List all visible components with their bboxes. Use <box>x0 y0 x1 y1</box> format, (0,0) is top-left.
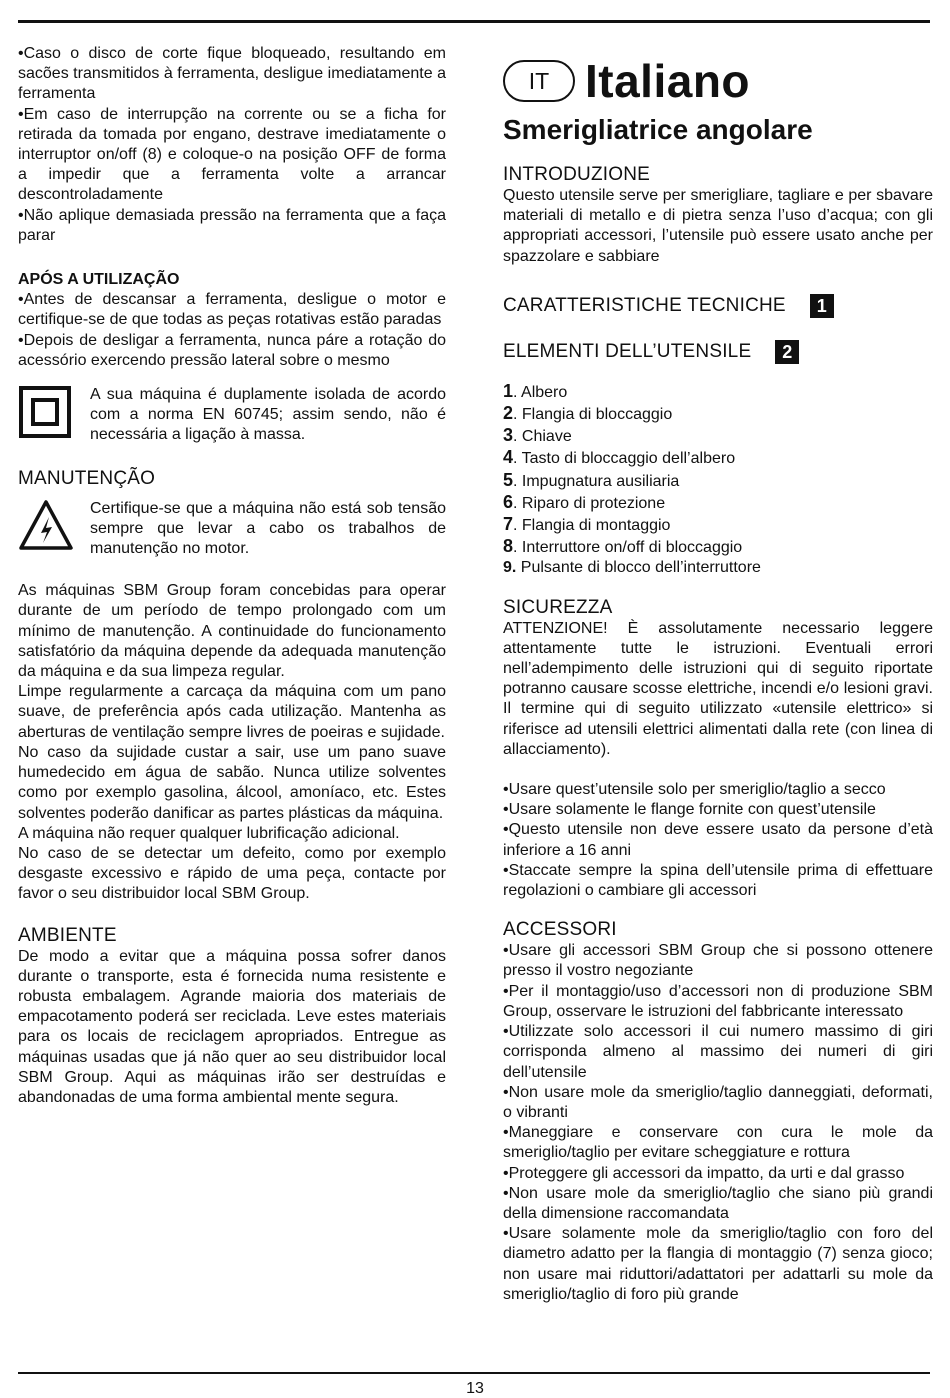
list-item: 7. Flangia di montaggio <box>503 514 671 535</box>
paragraph: Questo utensile serve per smerigliare, tagliare e per sbavare materiali di metallo e di pietra senza l’uso d’acqua; con gli appropriati accessori, l’utensile può essere usato anche per spazzolare e sabbiare <box>503 187 933 265</box>
paragraph: •Non usare mole da smeriglio/taglio che siano più grandi della dimensione raccomandata <box>503 1184 933 1222</box>
paragraph: •Utilizzate solo accessori il cui numero massimo di giri corrisponda almeno al massimo dei numeri di giri dell’utensile <box>503 1023 933 1081</box>
paragraph: •Maneggiare e conservare con cura le mole da smeriglio/taglio per evitare scheggiature e rottura <box>503 1124 933 1162</box>
language-header <box>503 50 933 112</box>
elements-row <box>503 339 933 365</box>
list-item: 2. Flangia di bloccaggio <box>503 403 673 424</box>
section-heading-tech-specs: CARATTERISTICHE TECNICHE <box>503 294 786 316</box>
section-heading-elements: ELEMENTI DELL’UTENSILE <box>503 340 752 362</box>
maintenance-warning-text: Certifique-se que a máquina não está sob tensão sempre que levar a cabo os trabalhos de manutenção no motor. <box>90 499 446 558</box>
paragraph: Limpe regularmente a carcaça da máquina com um pano suave, de preferência após cada utilização. Mantenha as aberturas de ventilação sempre livres de poeiras e sujidade. <box>18 683 446 741</box>
document-subtitle: Smerigliatrice angolare <box>503 114 813 145</box>
paragraph: •Usare gli accessori SBM Group che si possono ottenere presso il vostro negoziante <box>503 942 933 980</box>
paragraph: •Caso o disco de corte fique bloqueado, resultando em sacões transmitidos à ferramenta, desligue imediatamente a ferramenta <box>18 45 446 103</box>
top-rule <box>18 20 930 23</box>
figure-number-badge: 1 <box>810 294 834 318</box>
list-item: 8. Interruttore on/off di bloccaggio <box>503 536 743 557</box>
list-item: 6. Riparo di protezione <box>503 491 666 512</box>
section-heading-environment: AMBIENTE <box>18 924 117 946</box>
paragraph: •Usare solamente le flange fornite con quest’utensile <box>503 801 876 819</box>
section-heading-maintenance: MANUTENÇÃO <box>18 467 156 489</box>
section-heading-introduction: INTRODUZIONE <box>503 164 651 185</box>
elements-list <box>503 381 933 579</box>
paragraph: De modo a evitar que a máquina possa sofrer danos durante o transporte, esta é fornecida numa resistente e robusta embalagem. Agrande maioria dos materiais de empacotamento poderá ser reciclada. Leve estes materiais para os locais de reciclagem apropriados. Entregue as máquinas usadas que já não quer ao seu distribuidor local SBM Group. Aqui as máquinas irão ser destruídas e abandonadas de uma forma ambiental mente segura. <box>18 947 446 1106</box>
list-item: 9. Pulsante di blocco dell’interruttore <box>503 559 761 577</box>
section-heading-safety: SICUREZZA <box>503 596 613 618</box>
bottom-rule <box>18 1372 930 1374</box>
paragraph: •Non usare mole da smeriglio/taglio danneggiati, deformati, o vibranti <box>503 1083 933 1121</box>
paragraph: •Em caso de interrupção na corrente ou se a ficha for retirada da tomada por engano, destrave imediatamente o interruptor on/off (8) e coloque-o na posição OFF de forma a impedir que a ferramenta volte a arrancar descontroladamente <box>18 105 446 204</box>
language-title: Italiano <box>585 55 751 107</box>
paragraph: As máquinas SBM Group foram concebidas para operar durante de um período de tempo prolongado com um mínimo de manutenção. A continuidade do funcionamento satisfatório da máquina depende da adequada manutenção da máquina e da sua limpeza regular. <box>18 582 446 681</box>
figure-number-badge: 2 <box>775 340 799 364</box>
right-column <box>503 50 933 1305</box>
list-item: 4. Tasto di bloccaggio dell’albero <box>503 447 736 468</box>
double-insulation-text: A sua máquina é duplamente isolada de acordo com a norma EN 60745; assim sendo, não é necessária a ligação à massa. <box>90 386 446 444</box>
paragraph: •Usare quest’utensile solo per smeriglio/taglio a secco <box>503 781 886 799</box>
paragraph: •Per il montaggio/uso d’accessori non di produzione SBM Group, osservare le istruzioni del fabbricante interessato <box>503 982 933 1020</box>
maintenance-warning <box>18 499 446 560</box>
paragraph: No caso de se detectar um defeito, como por exemplo desgaste excessivo e rápido de uma peça, contacte por favor o seu distribuidor local SBM Group. <box>18 844 446 903</box>
paragraph: •Proteggere gli accessori da impatto, da urti e dal grasso <box>503 1164 905 1182</box>
list-item: 5. Impugnatura ausiliaria <box>503 469 680 490</box>
tech-specs-row <box>503 293 933 319</box>
electric-hazard-icon <box>18 499 76 556</box>
paragraph: •Usare solamente mole da smeriglio/taglio con foro del diametro adatto per la flangia di montaggio (7) senza gioco; non usare mai riduttori/adattatori per adattarli su mole da smeriglio/taglio di foro più grande <box>503 1225 933 1303</box>
paragraph: No caso da sujidade custar a sair, use um pano suave humedecido em água de sabão. Nunca utilize solventes como por exemplo gasolina, álcool, amoníaco, etc. Estes solventes poderão danificar as partes plásticas da máquina. <box>18 743 446 822</box>
paragraph: ATTENZIONE! È assolutamente necessario leggere attentamente tutte le istruzioni. Eventuali errori nell’adempimento delle istruzioni qui di seguito riportate potranno causare scosse elettriche, incendi e/o lesioni gravi. Il termine qui di seguito utilizzato «utensile elettrico» si riferisce ad utensili elettrici alimentati dalla rete (con linea di allacciamento). <box>503 619 933 758</box>
paragraph: •Questo utensile non deve essere usato da persone d’età inferiore a 16 anni <box>503 821 933 859</box>
double-insulation-icon <box>18 385 76 444</box>
language-code-badge: IT <box>503 60 575 102</box>
left-column <box>18 44 446 1108</box>
section-heading-accessories: ACCESSORI <box>503 919 617 941</box>
paragraph: •Antes de descansar a ferramenta, desligue o motor e certifique-se de que todas as peças rotativas estão paradas <box>18 291 446 329</box>
paragraph: •Depois de desligar a ferramenta, nunca páre a rotação do acessório exercendo pressão lateral sobre o mesmo <box>18 331 446 369</box>
list-item: 3. Chiave <box>503 425 572 446</box>
section-heading-after-use: APÓS A UTILIZAÇÃO <box>18 271 180 289</box>
list-item: 1. Albero <box>503 380 568 401</box>
paragraph: A máquina não requer qualquer lubrificação adicional. <box>18 824 400 842</box>
page-number: 13 <box>466 1380 484 1397</box>
double-insulation-note <box>18 385 446 446</box>
paragraph: •Staccate sempre la spina dell’utensile prima di effettuare regolazioni o cambiare gli accessori <box>503 861 933 900</box>
paragraph: •Não aplique demasiada pressão na ferramenta que a faça parar <box>18 206 446 244</box>
